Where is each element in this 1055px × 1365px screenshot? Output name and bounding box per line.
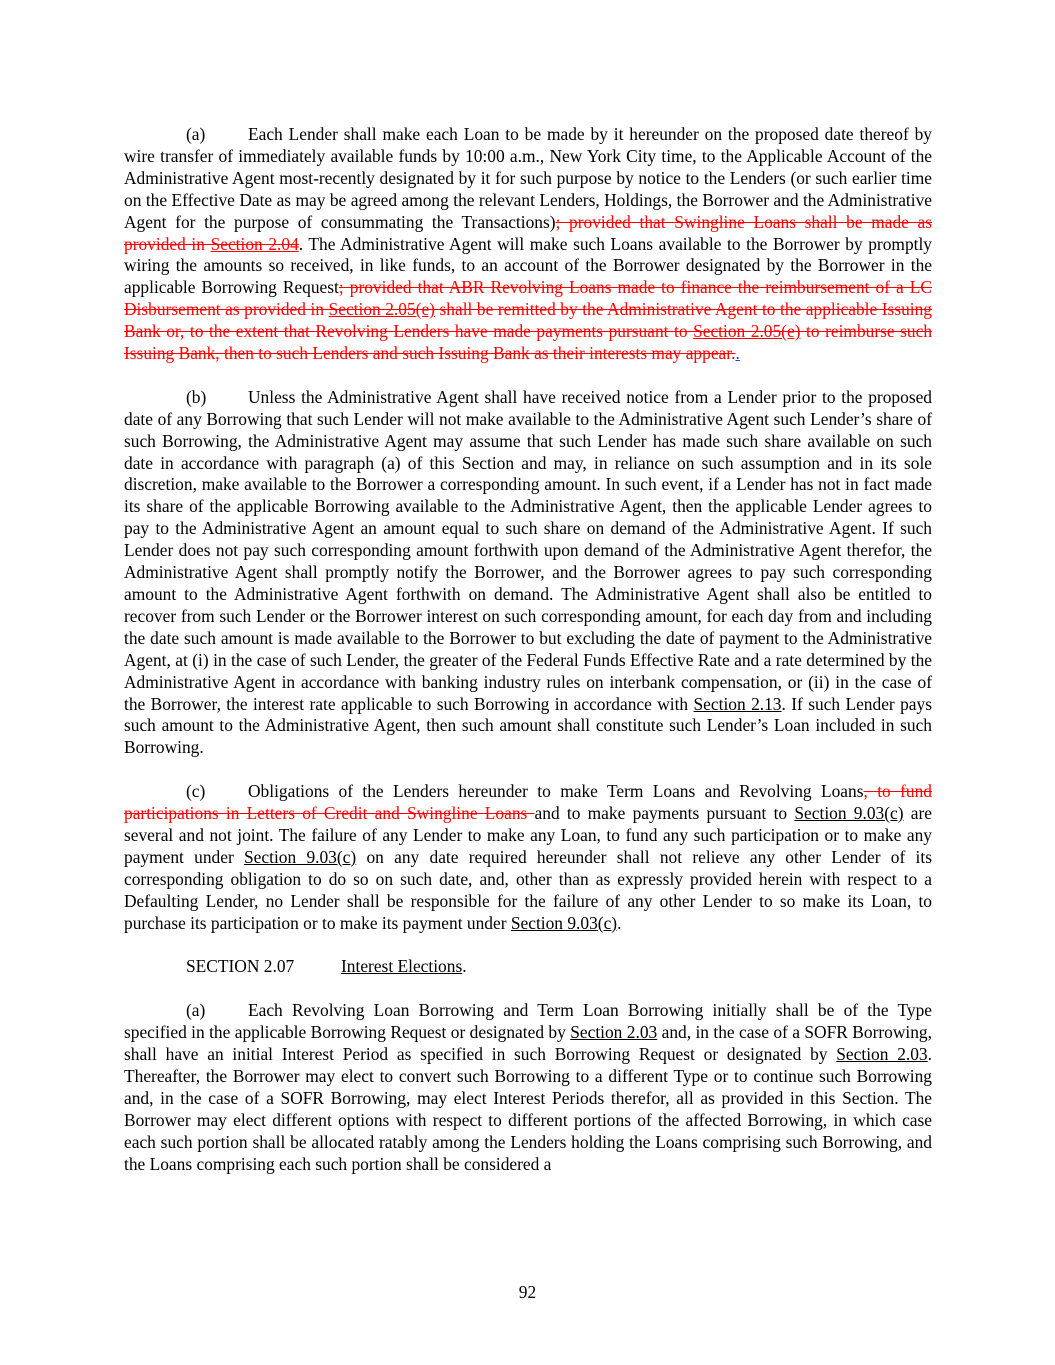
paragraph-label: (a) [186, 1000, 206, 1021]
section-title-period: . [462, 956, 467, 977]
section-heading [124, 956, 932, 978]
section-number: SECTION 2.07 [186, 956, 295, 977]
paragraph-2-07-a [124, 1000, 932, 1175]
deleted-text: , to fund participations in Letters of Credit and Swingline Loans [124, 781, 932, 824]
paragraph-label: (b) [186, 386, 207, 407]
cross-reference-deleted: Section 2.05(e) [693, 321, 801, 342]
paragraph-text: . Thereafter, the Borrower may elect to convert such Borrowing to a different Type or to continue such Borrowing and, in the case of a SOFR Borrowing, may elect Interest Periods therefor, all as provided in this Section. The Borrower may elect different options with respect to different portions of the affected Borrowing, in which case each such portion shall be allocated ratably among the Lenders holding the Loans comprising such Borrowing, and the Loans comprising each such portion shall be considered a [124, 1044, 932, 1174]
document-page [124, 124, 932, 1197]
cross-reference-deleted: Section 2.04 [210, 233, 299, 254]
inserted-text: . [735, 343, 740, 364]
paragraph-text: are several and not joint. The failure of any Lender to make any Loan, to fund any such participation or to make any payment under [124, 803, 933, 867]
paragraph-text: Each Lender shall make each Loan to be made by it hereunder on the proposed date thereof by wire transfer of immediately available funds by 10:00 a.m., New York City time, to the Applicable Account of the Administrative Agent most-recently designated by it for such purpose by notice to the Lenders (or such earlier time on the Effective Date as may be agreed among the relevant Lenders, Holdings, the Borrower and the Administrative Agent for the purpose of consummating the Transactions) [124, 124, 932, 232]
paragraph-text: on any date required hereunder shall not relieve any other Lender of its corresponding obligation to do so on such date, and, other than as expressly provided herein with respect to a Defaulting Lender, no Lender shall be responsible for the failure of any other Lender to so make its Loan, to purchase its participation or to make its payment under [124, 846, 932, 933]
paragraph-text: Each Revolving Loan Borrowing and Term Loan Borrowing initially shall be of the Type specified in the applicable Borrowing Request or designated by [124, 1000, 932, 1043]
deleted-text-segment: ; provided that ABR Revolving Loans made to finance the reimbursement of a LC Disbursement as provided in [124, 277, 932, 320]
cross-reference: Section 9.03(c) [510, 912, 618, 933]
deleted-text-segment: shall be remitted by the Administrative Agent to the applicable Issuing Bank or, to the extent that Revolving Lenders have made payments pursuant to [124, 299, 933, 342]
cross-reference: Section 2.03 [836, 1044, 928, 1064]
paragraph-text: . [617, 912, 622, 933]
section-title: Interest Elections [341, 956, 463, 977]
paragraph-text: Obligations of the Lenders hereunder to make Term Loans and Revolving Loans [248, 781, 864, 802]
paragraph-label: (a) [186, 124, 206, 144]
cross-reference: Section 9.03(c) [794, 803, 904, 824]
cross-reference: Section 2.13 [693, 693, 782, 714]
paragraph-label: (c) [186, 781, 206, 802]
paragraph-a-loans [124, 124, 932, 365]
paragraph-b-loans [124, 387, 932, 759]
cross-reference: Section 2.03 [570, 1022, 658, 1043]
cross-reference: Section 9.03(c) [244, 846, 357, 867]
paragraph-c-loans [124, 781, 932, 934]
paragraph-text: and, in the case of a SOFR Borrowing, shall have an initial Interest Period as specified in such Borrowing Request or designated by [124, 1022, 932, 1064]
page-number: 92 [518, 1282, 537, 1302]
paragraph-text: and to make payments pursuant to [534, 803, 795, 824]
paragraph-text: . The Administrative Agent will make such Loans available to the Borrower by promptly wiring the amounts so received, in like funds, to an account of the Borrower designated by the Borrower in the applicable Borrowing Request [124, 233, 932, 298]
deleted-text-segment: ; provided that Swingline Loans shall be made as provided in [124, 211, 932, 254]
cross-reference-deleted: Section 2.05(e) [328, 299, 435, 320]
deleted-text-segment: to reimburse such Issuing Bank, then to such Lenders and such Issuing Bank as their interests may appear. [124, 321, 933, 364]
paragraph-text: Unless the Administrative Agent shall have received notice from a Lender prior to the proposed date of any Borrowing that such Lender will not make available to the Administrative Agent such Lender’s share of such Borrowing, the Administrative Agent may assume that such Lender has made such share available on such date in accordance with paragraph (a) of this Section and may, in reliance on such assumption and in its sole discretion, make available to the Borrower a corresponding amount. In such event, if a Lender has not in fact made its share of the applicable Borrowing available to the Administrative Agent, then the applicable Lender agrees to pay to the Administrative Agent an amount equal to such share on demand of the Administrative Agent. If such Lender does not pay such corresponding amount forthwith upon demand of the Administrative Agent therefor, the Administrative Agent shall promptly notify the Borrower, and the Borrower agrees to pay such corresponding amount to the Administrative Agent forthwith on demand. The Administrative Agent shall also be entitled to recover from such Lender or the Borrower interest on such corresponding amount, for each day from and including the date such amount is made available to the Borrower to but excluding the date of payment to the Administrative Agent, at (i) in the case of such Lender, the greater of the Federal Funds Effective Rate and a rate determined by the Administrative Agent in accordance with banking industry rules on interbank compensation, or (ii) in the case of the Borrower, the interest rate applicable to such Borrowing in accordance with [124, 386, 932, 714]
paragraph-text: . If such Lender pays such amount to the Administrative Agent, then such amount shall constitute such Lender’s Loan included in such Borrowing. [124, 693, 932, 758]
